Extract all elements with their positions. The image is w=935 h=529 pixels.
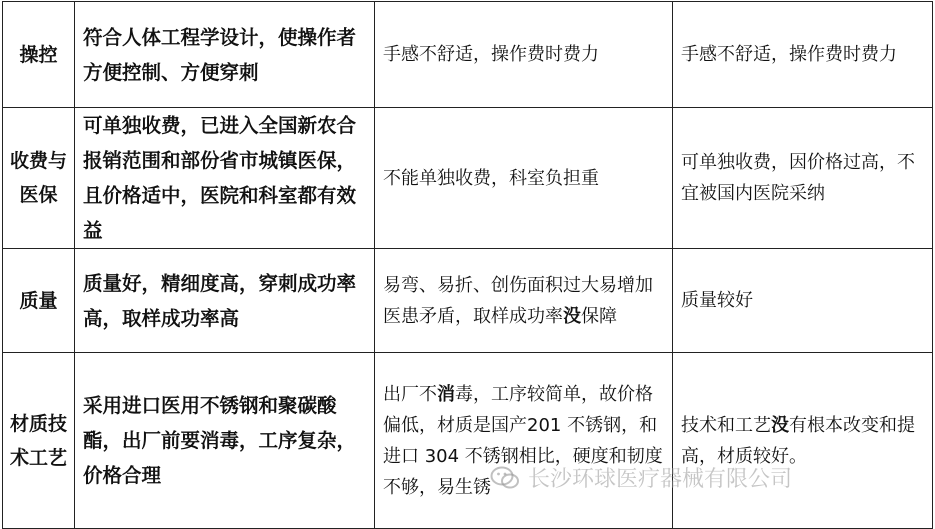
- imported-product-cell: 手感不舒适，操作费时费力: [673, 2, 933, 108]
- bold-text-run: 消: [200, 429, 220, 452]
- category-cell: 操控: [3, 2, 75, 108]
- our-product-cell: 符合人体工程学设计，使操作者方便控制、方便穿刺: [75, 2, 375, 108]
- our-product-cell: [75, 353, 375, 529]
- imported-product-cell: 可单独收费，因价格过高，不宜被国内医院采纳: [673, 108, 933, 249]
- imported-product-cell: [673, 353, 933, 529]
- text-run: 采用进口医用不锈钢和聚碳酸酯，出厂前要: [83, 394, 337, 452]
- text-run: 易弯、易折、创伤面积过大易增加医患矛盾，取样成功率: [383, 274, 653, 327]
- comparison-table: [2, 1, 933, 529]
- our-product-cell: 质量好，精细度高，穿刺成功率高，取样成功率高: [75, 249, 375, 353]
- text-run: 毒，工序复杂，价格合理: [83, 429, 357, 487]
- domestic-product-cell: [375, 353, 673, 529]
- category-cell: 质量: [3, 249, 75, 353]
- text-run: 出厂不: [383, 383, 437, 405]
- table-row: [3, 249, 933, 353]
- text-run: 保障: [581, 305, 617, 327]
- table-row: [3, 2, 933, 108]
- table-row: [3, 353, 933, 529]
- category-cell: 收费与医保: [3, 108, 75, 249]
- domestic-product-cell: [375, 249, 673, 353]
- bold-text-run: 没: [771, 414, 789, 436]
- text-run: 有根本改变和提高，材质较好。: [681, 414, 915, 467]
- category-cell: 材质技术工艺: [3, 353, 75, 529]
- domestic-product-cell: 手感不舒适，操作费时费力: [375, 2, 673, 108]
- watermark-text: 长沙环球医疗器械有限公司: [528, 467, 793, 492]
- text-run: 毒，工序较简单，故价格偏低，材质是国产201 不锈钢，和进口 304 不锈钢相比，硬度和韧度不够，易生锈: [383, 383, 663, 498]
- our-product-cell: 可单独收费，已进入全国新农合报销范围和部份省市城镇医保，且价格适中，医院和科室都有效益: [75, 108, 375, 249]
- bold-text-run: 没: [563, 305, 581, 327]
- table-row: [3, 108, 933, 249]
- bold-text-run: 消: [437, 383, 455, 405]
- imported-product-cell: 质量较好: [673, 249, 933, 353]
- text-run: 技术和工艺: [681, 414, 771, 436]
- domestic-product-cell: 不能单独收费，科室负担重: [375, 108, 673, 249]
